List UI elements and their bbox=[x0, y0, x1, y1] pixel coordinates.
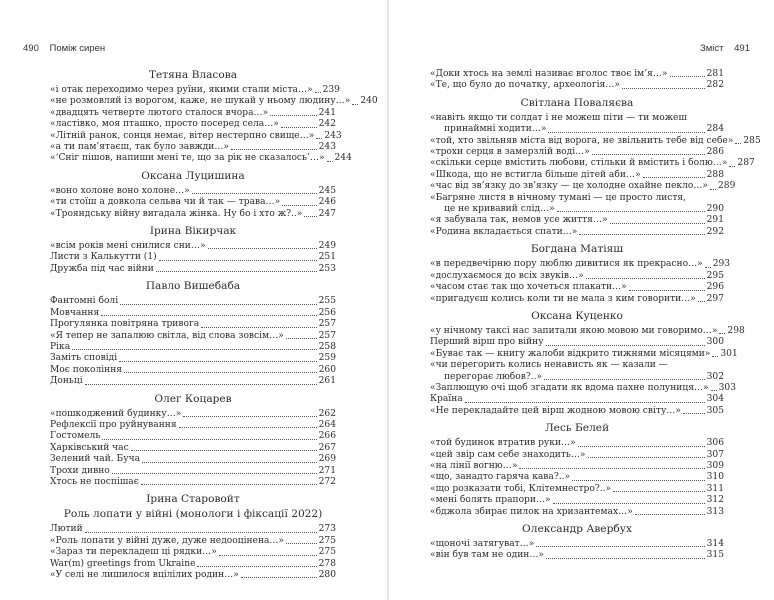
toc-page-number: 245 bbox=[318, 185, 336, 196]
dot-leader bbox=[635, 514, 705, 515]
toc-section bbox=[430, 523, 724, 562]
toc-entry bbox=[430, 135, 761, 147]
toc-entry-title: «‘Сніг пішов, напиши мені те, що за рік не сказалось’…» bbox=[50, 153, 325, 164]
dot-leader bbox=[142, 462, 317, 463]
toc-entry-title: Трохи дивно bbox=[50, 465, 110, 476]
toc-entry-title: «Роль лопати у війні дуже, дуже недооцінена…» bbox=[50, 535, 285, 546]
dot-leader bbox=[719, 333, 725, 334]
author-heading: Ірина Вікирчак bbox=[149, 225, 237, 238]
toc-page-number: 275 bbox=[318, 547, 336, 558]
author-heading: Павло Вишебаба bbox=[145, 280, 241, 293]
toc-entry bbox=[430, 348, 738, 360]
toc-entry-title: «а ти пам’ятаєш, так було завжди…» bbox=[50, 142, 230, 153]
toc-page-number: 271 bbox=[318, 465, 336, 476]
toc-entry bbox=[50, 153, 352, 164]
toc-page-number: 249 bbox=[318, 241, 336, 252]
dot-leader bbox=[85, 384, 317, 385]
toc-page-number: 241 bbox=[318, 107, 336, 118]
dot-leader bbox=[101, 315, 316, 316]
toc-entry-title: Доньці bbox=[50, 376, 83, 387]
author-heading: Ірина Старовойт bbox=[146, 493, 240, 506]
toc-entry bbox=[50, 252, 336, 263]
toc-page-number: 289 bbox=[718, 181, 736, 192]
toc-page-number: 285 bbox=[743, 135, 761, 146]
toc-page-number: 290 bbox=[706, 204, 724, 215]
toc-entry-title: «Родина вкладається спати…» bbox=[430, 226, 578, 237]
toc-entry bbox=[50, 570, 336, 581]
toc-entry-title: «не розмовляй із ворогом, каже, не шукай у ньому людину…» bbox=[50, 96, 351, 107]
toc-page-number: 272 bbox=[318, 476, 336, 487]
toc-page-number: 260 bbox=[318, 364, 336, 375]
toc-entry bbox=[50, 130, 342, 142]
toc-entry-title-line: «чи перегорить колись ненависть як — казали — bbox=[430, 360, 668, 371]
toc-entry-title: «час від зв’язку до зв’язку — це холодне охайне пекло…» bbox=[430, 181, 708, 192]
toc-entry-title: «скільки серце вмістить любови, стільки й вмістить і болю…» bbox=[430, 158, 728, 169]
toc-section bbox=[430, 69, 724, 92]
toc-entry-title: «пригадуєш колись коли ти не мала з ким говорити…» bbox=[430, 293, 696, 304]
toc-entry bbox=[430, 215, 724, 226]
dot-leader bbox=[304, 216, 316, 217]
toc-entry-title: «воно холоне воно холоне…» bbox=[50, 185, 190, 196]
toc-page-number: 239 bbox=[322, 85, 340, 95]
toc-entry-title-line: «Багряне листя в нічному тумані — це просто листя, bbox=[430, 192, 687, 203]
dot-leader bbox=[710, 189, 716, 190]
toc-entry-title: Прогулянка повітряна тривога bbox=[50, 319, 200, 330]
toc-entry-title: Хтось не поспішає bbox=[50, 476, 139, 487]
toc-entry-line bbox=[430, 124, 724, 135]
dot-leader bbox=[546, 345, 705, 346]
dot-leader bbox=[544, 379, 705, 380]
dot-leader bbox=[643, 177, 705, 178]
toc-entry bbox=[50, 85, 340, 96]
toc-page-number: 313 bbox=[706, 506, 724, 517]
toc-entry-title-cont: це не кривавий слід…» bbox=[444, 204, 555, 215]
toc-entry bbox=[50, 96, 378, 107]
toc-entry-line bbox=[430, 372, 724, 383]
toc-entry bbox=[50, 308, 336, 319]
toc-page-number: 240 bbox=[360, 96, 378, 107]
toc-page-number: 300 bbox=[706, 337, 724, 348]
dot-leader bbox=[729, 166, 735, 167]
toc-entry bbox=[50, 142, 336, 153]
toc-page-number: 310 bbox=[706, 472, 724, 483]
toc-page-number: 258 bbox=[318, 341, 336, 352]
dot-leader bbox=[712, 356, 718, 357]
toc-entry-title: «бджола збирає пилок на хризантемах…» bbox=[430, 506, 633, 517]
toc-entry bbox=[430, 472, 724, 483]
toc-entry-title: Рефлексії про руйнування bbox=[50, 419, 177, 430]
author-heading: Олег Коцарев bbox=[154, 392, 232, 405]
toc-entry-title: «Те, що було до початку, археологія…» bbox=[430, 80, 620, 91]
toc-page-number: 295 bbox=[706, 270, 724, 281]
dot-leader bbox=[548, 132, 704, 133]
toc-entry bbox=[50, 342, 336, 353]
toc-entry bbox=[430, 360, 724, 383]
toc-entry-title: Листи з Калькутти (1) bbox=[50, 252, 157, 263]
toc-entry-title: «цей звір сам себе знаходить…» bbox=[430, 449, 586, 460]
dot-leader bbox=[579, 234, 704, 235]
toc-entry bbox=[430, 113, 724, 136]
toc-page-number: 291 bbox=[706, 215, 724, 226]
toc-entry bbox=[430, 450, 724, 461]
dot-leader bbox=[572, 480, 705, 481]
toc-entry bbox=[430, 507, 724, 518]
toc-entry-title: «Літній ранок, сонця немає, вітер нестерпно свище…» bbox=[50, 130, 315, 141]
dot-leader bbox=[112, 473, 317, 474]
toc-entry bbox=[50, 547, 336, 558]
toc-page-number: 264 bbox=[318, 419, 336, 430]
toc-page-number: 243 bbox=[318, 142, 336, 153]
dot-leader bbox=[72, 349, 317, 350]
dot-leader bbox=[120, 304, 317, 305]
dot-leader bbox=[219, 555, 317, 556]
dot-leader bbox=[119, 361, 317, 362]
author-heading: Лесь Белей bbox=[544, 422, 610, 435]
toc-page-number: 261 bbox=[318, 376, 336, 387]
author-heading: Тетяна Власова bbox=[148, 69, 238, 81]
dot-leader bbox=[201, 327, 317, 328]
dot-leader bbox=[179, 427, 317, 428]
dot-leader bbox=[683, 413, 705, 414]
toc-section bbox=[430, 96, 761, 238]
toc-section bbox=[50, 393, 336, 489]
right-page-number: 491 bbox=[734, 43, 750, 54]
toc-entry bbox=[430, 271, 724, 282]
toc-entry-title: Мовчання bbox=[50, 307, 100, 318]
toc-page-number: 305 bbox=[706, 405, 724, 416]
dot-leader bbox=[578, 446, 705, 447]
toc-entry bbox=[50, 454, 336, 465]
toc-entry bbox=[50, 331, 336, 342]
dot-leader bbox=[705, 267, 711, 268]
toc-entry-title: «мені болять прапори…» bbox=[430, 495, 551, 506]
toc-entry-title: «Буває так — книгу жалоби відкрито тижнями місяцями» bbox=[430, 348, 711, 359]
dot-leader bbox=[670, 76, 705, 77]
dot-leader bbox=[124, 372, 317, 373]
toc-entry bbox=[430, 294, 724, 305]
toc-entry-title-line: «навіть якщо ти солдат і не можеш піти — ти можеш bbox=[430, 112, 687, 123]
toc-page-number: 246 bbox=[318, 197, 336, 208]
toc-entry-title: «що, занадто гаряча кава?..» bbox=[430, 472, 571, 483]
toc-entry bbox=[430, 69, 724, 80]
toc-entry bbox=[50, 209, 336, 220]
toc-page-number: 296 bbox=[706, 282, 724, 293]
toc-page-number: 306 bbox=[706, 438, 724, 449]
toc-entry bbox=[50, 353, 336, 364]
toc-entry bbox=[430, 181, 736, 192]
dot-leader bbox=[156, 271, 317, 272]
toc-entry bbox=[50, 241, 336, 252]
right-running-head bbox=[700, 43, 750, 54]
dot-leader bbox=[327, 161, 333, 162]
toc-entry bbox=[430, 337, 724, 348]
cycle-subtitle: Роль лопати у війні (монологи і фіксації 2022) bbox=[63, 508, 323, 521]
dot-leader bbox=[546, 558, 705, 559]
dot-leader bbox=[711, 390, 717, 391]
dot-leader bbox=[592, 154, 705, 155]
dot-leader bbox=[282, 205, 316, 206]
dot-leader bbox=[586, 278, 705, 279]
toc-entry-title: «ластівко, моя пташко, просто посеред села…» bbox=[50, 119, 279, 130]
toc-entry-title: «дослухаємося до всіх звуків…» bbox=[430, 270, 584, 281]
toc-page-number: 266 bbox=[318, 431, 336, 442]
toc-entry bbox=[50, 264, 336, 275]
toc-page-number: 269 bbox=[318, 454, 336, 465]
toc-entry-title: Перший вірш про війну bbox=[430, 337, 544, 348]
toc-entry-title: Моє покоління bbox=[50, 364, 123, 375]
toc-entry-title: Лютий bbox=[50, 524, 83, 535]
dot-leader bbox=[131, 450, 317, 451]
toc-page-number: 255 bbox=[318, 296, 336, 307]
toc-section bbox=[50, 69, 378, 165]
dot-leader bbox=[610, 223, 705, 224]
right-page bbox=[387, 0, 774, 600]
toc-section bbox=[50, 170, 336, 220]
dot-leader bbox=[316, 138, 322, 139]
toc-section bbox=[50, 225, 336, 275]
author-heading: Оксана Куценко bbox=[531, 309, 623, 322]
toc-entry bbox=[50, 536, 336, 547]
toc-page-number: 257 bbox=[318, 319, 336, 330]
toc-entry bbox=[50, 431, 336, 442]
toc-entry bbox=[50, 365, 336, 376]
toc-page-number: 314 bbox=[706, 539, 724, 549]
toc-section bbox=[50, 280, 336, 387]
toc-entry-title: Харківський час bbox=[50, 442, 129, 453]
toc-entry-title: «пошкоджений будинку…» bbox=[50, 408, 182, 419]
toc-entry bbox=[430, 158, 755, 169]
toc-entry bbox=[430, 170, 724, 181]
dot-leader bbox=[85, 532, 317, 533]
toc-entry-title-cont: принаймні ходити…» bbox=[444, 124, 547, 135]
dot-leader bbox=[465, 402, 705, 403]
toc-entry bbox=[430, 539, 724, 550]
toc-entry-title: «він був там не один…» bbox=[430, 550, 544, 561]
dot-leader bbox=[197, 566, 316, 567]
toc-entry-title: Фантомні болі bbox=[50, 296, 119, 307]
toc-entry-title: «Не перекладайте цей вірш жодною мовою світу…» bbox=[430, 405, 681, 416]
author-heading: Оксана Луцишина bbox=[141, 169, 245, 182]
toc-entry bbox=[50, 296, 336, 307]
toc-entry-title: «Я тепер не запалюю світла, від слова зовсім…» bbox=[50, 330, 284, 341]
toc-entry bbox=[430, 193, 724, 216]
toc-entry bbox=[430, 227, 724, 238]
toc-entry-title: «двадцять четверте лютого сталося вчора…» bbox=[50, 107, 269, 118]
toc-entry-title: «трохи серця в замерзлій воді…» bbox=[430, 147, 590, 158]
toc-page-number: 315 bbox=[706, 550, 724, 561]
toc-page-number: 278 bbox=[318, 558, 336, 569]
toc-page-number: 286 bbox=[706, 147, 724, 158]
toc-entry-title: «Доки хтось на землі називає вголос твоє ім’я…» bbox=[430, 69, 668, 79]
toc-entry-title: «Зараз ти перекладеш ці рядки…» bbox=[50, 547, 217, 558]
dot-leader bbox=[519, 468, 704, 469]
toc-page-number: 267 bbox=[318, 442, 336, 453]
dot-leader bbox=[208, 248, 317, 249]
toc-page-number: 253 bbox=[318, 263, 336, 274]
toc-entry-title: Ріка bbox=[50, 341, 71, 352]
toc-entry-title: Дружба під час війни bbox=[50, 263, 154, 274]
toc-entry bbox=[50, 420, 336, 431]
dot-leader bbox=[141, 484, 317, 485]
author-heading: Олександр Авербух bbox=[522, 523, 632, 535]
left-page-number: 490 bbox=[23, 43, 39, 54]
dot-leader bbox=[557, 211, 705, 212]
toc-page-number: 281 bbox=[706, 69, 724, 79]
toc-entry bbox=[430, 438, 724, 449]
toc-page-number: 262 bbox=[318, 408, 336, 419]
toc-page-number: 288 bbox=[706, 169, 724, 180]
toc-entry bbox=[430, 382, 736, 394]
dot-leader bbox=[281, 127, 317, 128]
dot-leader bbox=[286, 338, 317, 339]
dot-leader bbox=[286, 543, 317, 544]
toc-page-number: 309 bbox=[706, 460, 724, 471]
toc-entry-title: War(m) greetings from Ukraine bbox=[50, 558, 196, 569]
toc-entry bbox=[50, 443, 336, 454]
toc-page-number: 256 bbox=[318, 307, 336, 318]
toc-entry-title: «У селі не лишилося вцілілих родин…» bbox=[50, 570, 239, 580]
toc-page-number: 302 bbox=[706, 371, 724, 382]
author-heading: Світлана Поваляєва bbox=[520, 96, 634, 109]
toc-page-number: 303 bbox=[718, 382, 736, 393]
toc-entry-title: «той будинок втратив руки…» bbox=[430, 438, 576, 449]
left-running-head bbox=[23, 43, 105, 54]
dot-leader bbox=[192, 193, 317, 194]
toc-entry bbox=[50, 197, 336, 208]
toc-entry bbox=[50, 409, 336, 420]
toc-page-number: 311 bbox=[706, 483, 724, 494]
toc-page-number: 259 bbox=[318, 353, 336, 364]
toc-page-number: 275 bbox=[318, 535, 336, 546]
toc-entry bbox=[50, 559, 336, 570]
toc-entry bbox=[50, 186, 336, 197]
toc-section bbox=[430, 309, 745, 417]
toc-entry-line bbox=[430, 204, 724, 215]
dot-leader bbox=[270, 115, 316, 116]
left-running-title: Поміж сирен bbox=[49, 43, 106, 54]
toc-entry bbox=[430, 406, 724, 417]
toc-entry bbox=[430, 394, 724, 405]
toc-entry bbox=[50, 466, 336, 477]
right-toc bbox=[430, 69, 761, 567]
toc-entry bbox=[50, 524, 336, 535]
dot-leader bbox=[553, 503, 705, 504]
dot-leader bbox=[241, 577, 317, 578]
right-running-title: Зміст bbox=[700, 43, 724, 54]
toc-entry bbox=[50, 477, 336, 488]
dot-leader bbox=[622, 88, 705, 89]
toc-entry bbox=[430, 147, 724, 158]
toc-entry-title: «в передвечірню пору люблю дивитися як прекрасно…» bbox=[430, 259, 703, 270]
toc-entry-title: Зелений чай. Буча bbox=[50, 454, 141, 465]
toc-page-number: 244 bbox=[334, 153, 352, 164]
toc-entry-title: «ти стоїш а довкола сельва чи й так — трава…» bbox=[50, 197, 281, 208]
toc-page-number: 247 bbox=[318, 208, 336, 219]
toc-page-number: 273 bbox=[318, 524, 336, 535]
toc-entry bbox=[430, 325, 745, 337]
toc-page-number: 282 bbox=[706, 80, 724, 91]
toc-entry-title: «у нічному таксі нас запитали якою мовою ми говоримо…» bbox=[430, 325, 718, 336]
toc-entry-title: Заміть сповіді bbox=[50, 353, 118, 364]
toc-section bbox=[430, 243, 731, 305]
toc-page-number: 307 bbox=[706, 449, 724, 460]
author-heading: Богдана Матіяш bbox=[530, 243, 624, 256]
toc-entry bbox=[430, 461, 724, 472]
toc-page-number: 301 bbox=[720, 348, 738, 359]
toc-entry-title: «Трояндську війну вигадала жінка. Ну бо і хто ж?..» bbox=[50, 208, 303, 219]
toc-page-number: 243 bbox=[324, 130, 342, 141]
toc-page-number: 257 bbox=[318, 330, 336, 341]
toc-page-number: 284 bbox=[706, 124, 724, 135]
dot-leader bbox=[735, 143, 741, 144]
toc-page-number: 304 bbox=[706, 394, 724, 405]
dot-leader bbox=[231, 149, 317, 150]
toc-entry bbox=[50, 108, 336, 119]
toc-section bbox=[50, 493, 336, 581]
dot-leader bbox=[613, 491, 705, 492]
toc-page-number: 292 bbox=[706, 226, 724, 237]
toc-entry-title: «той, хто звільняв міста від ворога, не звільнить тебе від себе» bbox=[430, 135, 734, 146]
toc-entry-title: «на лінії вогню…» bbox=[430, 460, 518, 471]
toc-page-number: 251 bbox=[318, 252, 336, 263]
toc-entry-title: «Шкода, що не встигла більше дітей аби…» bbox=[430, 169, 641, 180]
toc-entry bbox=[430, 484, 724, 495]
toc-page-number: 242 bbox=[318, 119, 336, 130]
toc-entry bbox=[430, 259, 731, 270]
dot-leader bbox=[698, 301, 705, 302]
dot-leader bbox=[588, 457, 705, 458]
toc-page-number: 287 bbox=[737, 158, 755, 169]
toc-entry-title: «щоночі затягуват…» bbox=[430, 539, 535, 549]
toc-entry-title: «Заплющую очі щоб згадати як вдома пахне полуниця…» bbox=[430, 382, 709, 393]
dot-leader bbox=[352, 104, 358, 105]
toc-entry-title: Гостомель bbox=[50, 431, 101, 442]
dot-leader bbox=[629, 290, 705, 291]
toc-entry-title: «що розказати тобі, Клітемнестро?..» bbox=[430, 483, 612, 494]
dot-leader bbox=[102, 439, 316, 440]
toc-page-number: 297 bbox=[706, 293, 724, 304]
toc-entry bbox=[50, 119, 336, 130]
toc-entry-title-cont: перегорає любов?..» bbox=[444, 371, 543, 382]
dot-leader bbox=[183, 416, 316, 417]
toc-entry-title: «я забувала так, немов усе життя…» bbox=[430, 215, 608, 226]
dot-leader bbox=[159, 260, 317, 261]
toc-entry bbox=[430, 80, 724, 91]
dot-leader bbox=[315, 92, 321, 93]
toc-entry-title: «всім років мені снилися сни…» bbox=[50, 241, 206, 252]
toc-page-number: 312 bbox=[706, 495, 724, 506]
dot-leader bbox=[536, 546, 704, 547]
toc-entry bbox=[430, 550, 724, 561]
toc-page-number: 298 bbox=[727, 325, 745, 336]
toc-entry-title: Країна bbox=[430, 394, 463, 405]
toc-page-number: 280 bbox=[318, 570, 336, 580]
left-toc bbox=[50, 69, 378, 586]
toc-entry bbox=[430, 495, 724, 506]
toc-section bbox=[430, 422, 724, 518]
toc-entry-title: «і отак переходимо через руїни, якими стали міста…» bbox=[50, 85, 313, 95]
toc-entry bbox=[430, 282, 724, 293]
toc-page-number: 293 bbox=[712, 259, 731, 270]
toc-entry bbox=[50, 376, 336, 387]
toc-entry-title: «часом стає так що хочеться плакати…» bbox=[430, 282, 627, 293]
toc-entry bbox=[50, 319, 336, 330]
